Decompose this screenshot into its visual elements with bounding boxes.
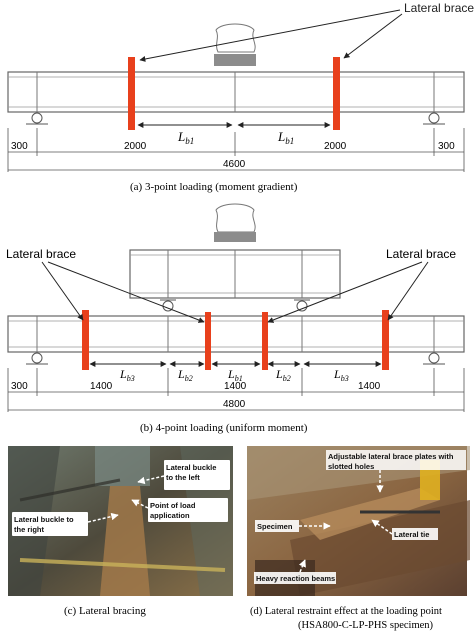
lb-b-3-sub: b1 [234, 374, 243, 383]
label-buckle-right-line-0: Lateral buckle to [14, 515, 74, 524]
brace-b-2 [205, 312, 211, 370]
dim-b-2: 1400 [224, 381, 247, 392]
dim-a-0: 300 [11, 141, 28, 152]
brace-label-a: Lateral brace [404, 1, 474, 15]
support-left-a [32, 113, 42, 123]
panel-d [247, 446, 470, 631]
panel-b [6, 204, 464, 434]
dim-a-total: 4600 [223, 159, 246, 170]
load-plate-b [214, 232, 256, 242]
panel-a [8, 1, 474, 193]
svg-text:Lb3 [119, 367, 135, 383]
brace-label-b-right: Lateral brace [386, 247, 457, 261]
svg-text:Lb1 [177, 129, 194, 146]
dim-b-3: 1400 [358, 381, 381, 392]
svg-text:Point of loadapplication [150, 501, 196, 520]
load-plate-a [214, 54, 256, 66]
dim-b-1: 1400 [90, 381, 113, 392]
brace-b-1 [82, 310, 89, 370]
label-buckle-right-line-1: the right [14, 525, 44, 534]
lb-b-2: L [178, 367, 185, 381]
brace-a-left [128, 57, 135, 130]
dim-a-3: 300 [438, 141, 455, 152]
dim-b-total: 4800 [223, 399, 246, 410]
label-plates-line-0: Adjustable lateral brace plates with [328, 452, 454, 461]
brace-a-right [333, 57, 340, 130]
svg-text:Lb3 [333, 367, 349, 383]
brace-b-4 [382, 310, 389, 370]
label-reaction: Heavy reaction beams [256, 574, 336, 583]
caption-a: (a) 3-point loading (moment gradient) [130, 181, 298, 193]
svg-text:Lb2 [177, 367, 193, 383]
beam-a [8, 72, 464, 112]
dim-a-2: 2000 [324, 141, 347, 152]
caption-c: (c) Lateral bracing [64, 605, 146, 617]
svg-text:Lb2 [275, 367, 291, 383]
lb-a-1: L [178, 129, 186, 144]
label-plates-line-1: slotted holes [328, 462, 375, 471]
actuator-a [216, 24, 255, 52]
support-right-a [429, 113, 439, 123]
lb-b-5-sub: b3 [340, 374, 349, 383]
lb-a-2: L [278, 129, 286, 144]
label-specimen: Specimen [257, 522, 293, 531]
actuator-b [216, 204, 255, 232]
lb-b-3: L [228, 367, 235, 381]
panel-c [8, 446, 233, 617]
caption-d-1: (d) Lateral restraint effect at the loading point [250, 606, 442, 617]
brace-label-b-left: Lateral brace [6, 247, 77, 261]
label-load-point-line-0: Point of load [150, 501, 196, 510]
load-roller-right [297, 301, 307, 311]
lb-a-1-sub: b1 [185, 136, 195, 146]
dim-b-0: 300 [11, 381, 28, 392]
lb-b-2-sub: b2 [184, 374, 193, 383]
caption-b: (b) 4-point loading (uniform moment) [140, 422, 308, 434]
caption-d-2: (HSA800-C-LP-PHS specimen) [298, 620, 434, 631]
label-buckle-left-line-1: to the left [166, 473, 200, 482]
lb-b-1-sub: b3 [126, 374, 135, 383]
label-load-point-line-1: application [150, 511, 190, 520]
lb-a-2-sub: b1 [285, 136, 295, 146]
svg-text:Lb1 [277, 129, 294, 146]
lb-b-1: L [120, 367, 127, 381]
lb-b-5: L [334, 367, 341, 381]
lb-b-4-sub: b2 [282, 374, 291, 383]
support-right-b [429, 353, 439, 363]
label-tie: Lateral tie [394, 530, 430, 539]
label-buckle-left-line-0: Lateral buckle [166, 463, 217, 472]
support-left-b [32, 353, 42, 363]
lb-b-4: L [276, 367, 283, 381]
dim-a-1: 2000 [124, 141, 147, 152]
brace-b-3 [262, 312, 268, 370]
